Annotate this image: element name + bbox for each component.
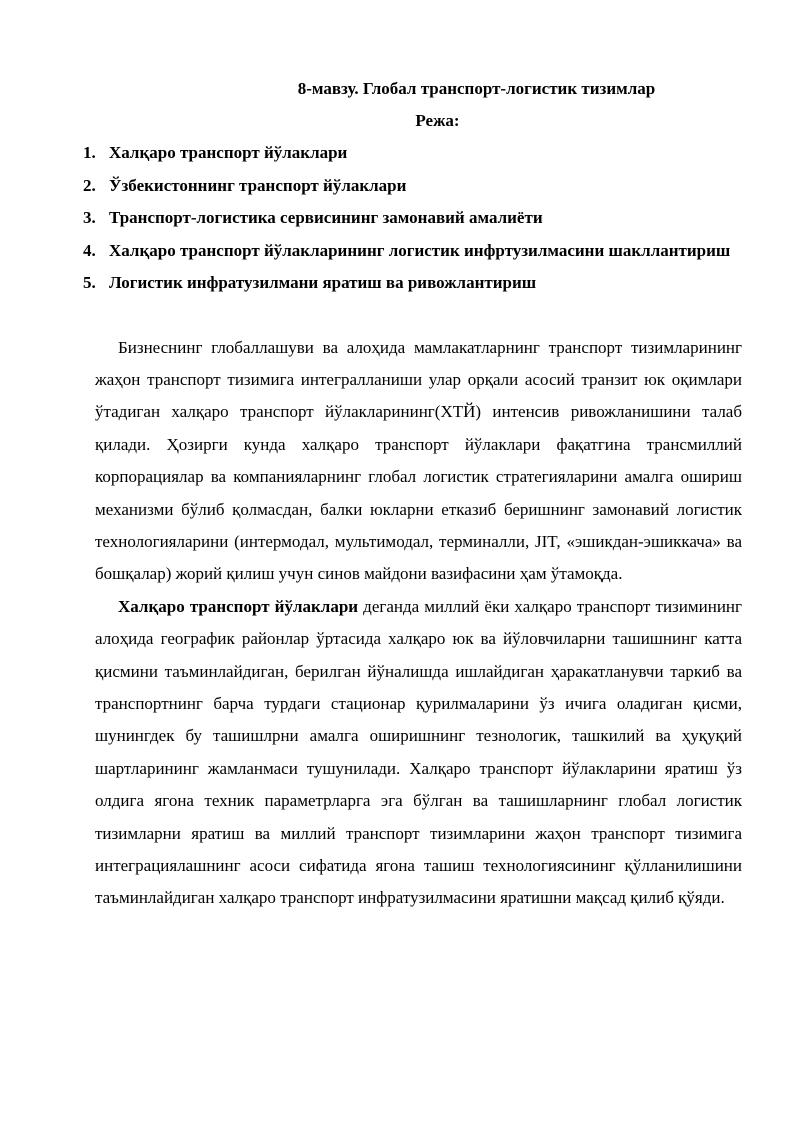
paragraph-text: деганда миллий ёки халқаро транспорт тизимининг алоҳида географик районлар ўртасида халқаро юк ва йўловчиларни ташишнинг катта қисмини таъминлайдиган, берилган йўналишда ишлайдиган ҳаракатланувчи таркиб ва транспортнинг барча турдаги стационар қурилмаларини ўз ичига оладиган қисми, шунингдек бу ташишлрни амалга оширишнинг тезнологик, ташкилий ва ҳуқуқий шартларининг жамланмаси тушунилади. Халқаро транспорт йўлакларини яратиш ўз олдига ягона техник параметрларга эга бўлган ва ташишларнинг глобал логистик тизимларни яратиш ва миллий транспорт тизимларини жаҳон транспорт тизимига интеграциялашнинг асоси сифатида ягона ташиш технологиясининг қўлланилишини таъминлайдиган халқаро транспорт инфратузилмасини яратишни мақсад қилиб қўяди. <box>95 596 742 908</box>
plan-item-number: 2. <box>83 175 96 195</box>
plan-item <box>83 202 742 235</box>
plan-item-text: Халқаро транспорт йўлаклари <box>109 143 348 162</box>
plan-list <box>83 137 742 300</box>
plan-item-number: 5. <box>83 273 96 292</box>
plan-item <box>83 235 742 268</box>
plan-item <box>83 137 742 170</box>
section-spacer <box>95 300 742 332</box>
plan-item-text: Ўзбекистоннинг транспорт йўлаклари <box>109 175 407 195</box>
plan-item-number: 1. <box>83 143 96 162</box>
plan-item-text: Халқаро транспорт йўлакларининг логистик инфртузилмасини шакллантириш <box>109 240 731 260</box>
plan-item-text: Логистик инфратузилмани яратиш ва ривожлантириш <box>109 273 537 292</box>
body-paragraph <box>95 591 742 915</box>
plan-item <box>83 267 742 300</box>
plan-item <box>83 170 742 203</box>
plan-item-number: 3. <box>83 208 96 227</box>
plan-heading: Режа: <box>415 111 460 130</box>
plan-item-text: Транспорт-логистика сервисининг замонавий амалиёти <box>109 208 543 227</box>
plan-item-number: 4. <box>83 240 96 260</box>
document-page <box>83 73 742 915</box>
bold-term: Халқаро транспорт йўлаклари <box>118 596 359 616</box>
document-title: 8-мавзу. Глобал транспорт-логистик тизимлар <box>297 79 656 98</box>
body-paragraph: Бизнеснинг глобаллашуви ва алоҳида мамлакатларнинг транспорт тизимларининг жаҳон транспорт тизимига интегралланиши улар орқали асосий транзит юк оқимлари ўтадиган халқаро транспорт йўлакларининг(ХТЙ) интенсив ривожланишини талаб қилади. Ҳозирги кунда халқаро транспорт йўлаклари фақатгина трансмиллий корпорациялар ва компанияларнинг глобал логистик стратегияларини амалга ошириш механизми бўлиб қолмасдан, балки юкларни етказиб беришнинг замонавий логистик технологияларини (интермодал, мультимодал, терминалли, JIT, «эшикдан-эшиккача» ва бошқалар) жорий қилиш учун синов майдони вазифасини ҳам ўтамоқда. <box>95 337 742 584</box>
